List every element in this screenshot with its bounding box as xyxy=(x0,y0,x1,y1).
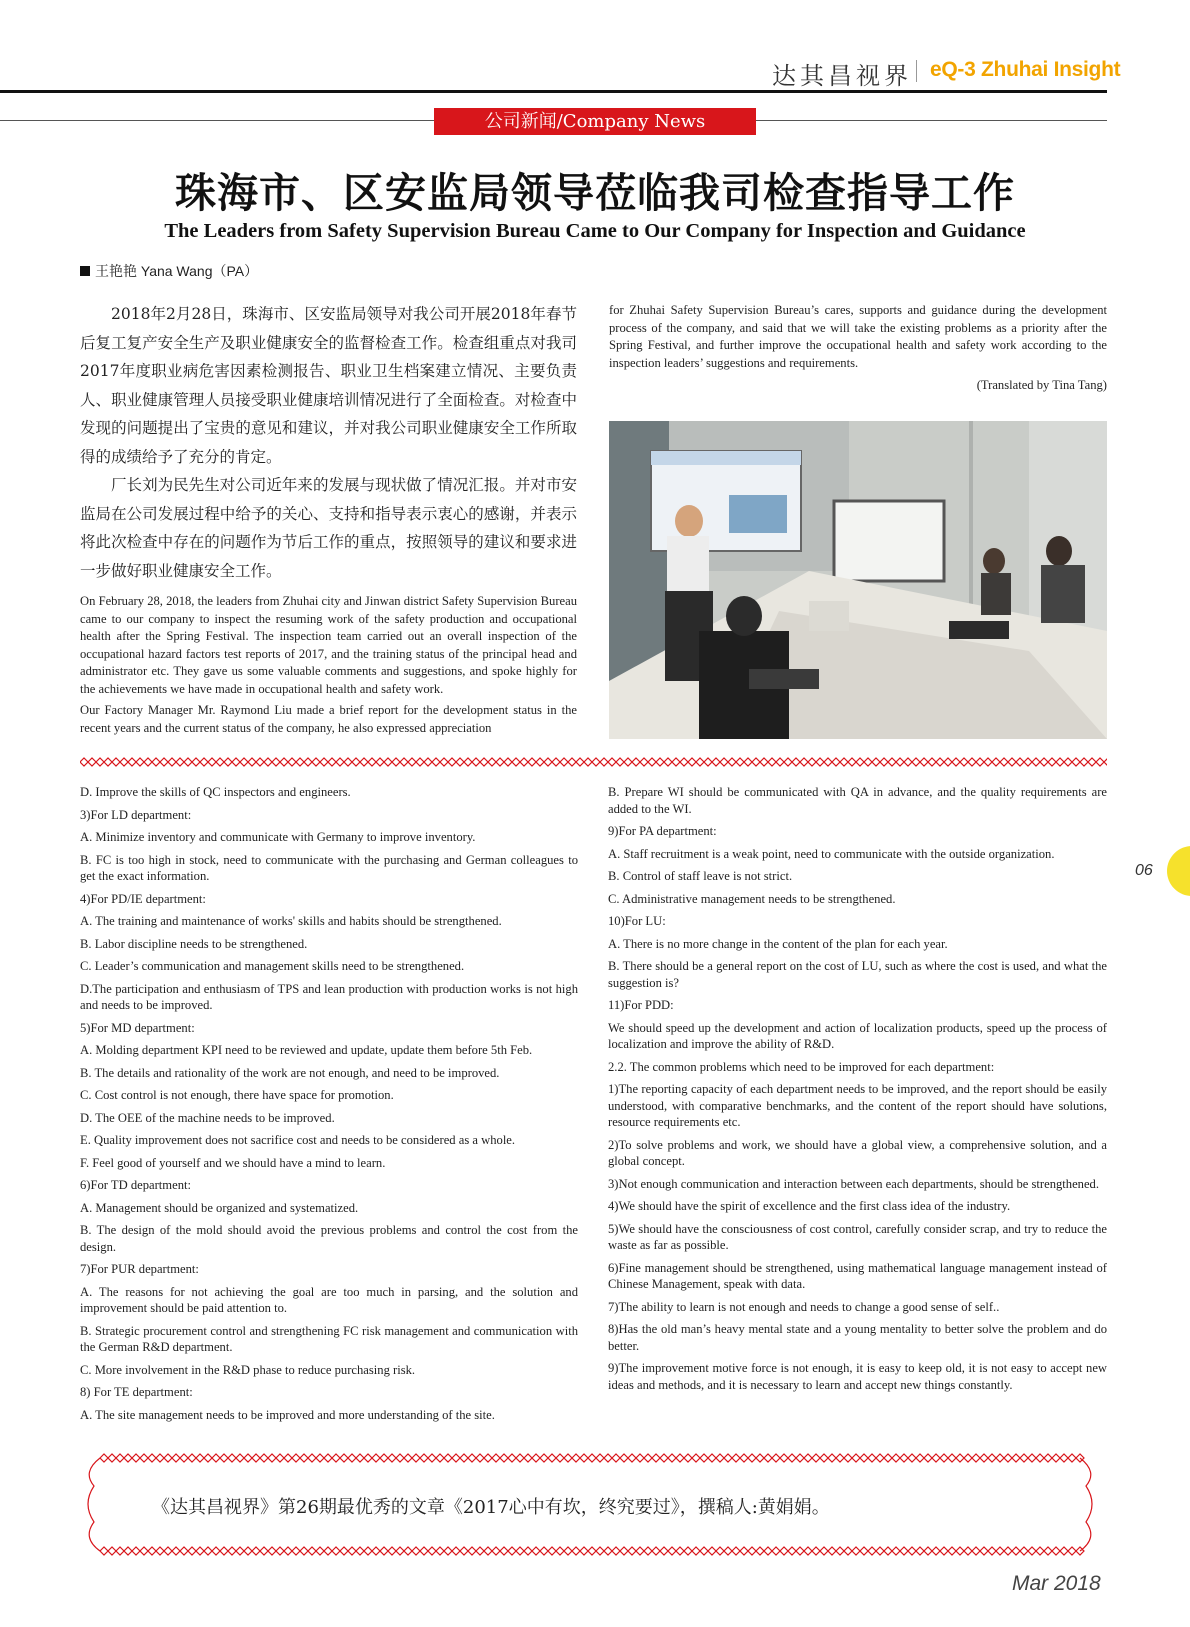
list-item: 5)For MD department: xyxy=(80,1020,195,1035)
list-item: B. The design of the mold should avoid the previous problems and control the cost from the design. xyxy=(80,1223,578,1254)
list-item: 2.2. The common problems which need to be improved for each department: xyxy=(608,1059,995,1074)
en-paragraph: for Zhuhai Safety Supervision Bureau’s cares, supports and guidance during the development process of the company, and said that we will take the existing problems as a priority after the Spring Festival, and further improve the occupational health and safety work according to the inspection leaders’ suggestions and requirements. xyxy=(609,303,1107,370)
list-item: 7)For PUR department: xyxy=(80,1262,199,1276)
list-item: 3)For LD department: xyxy=(80,807,192,822)
bullet-square-icon xyxy=(80,266,90,276)
department-list-right xyxy=(608,784,1107,1399)
section-banner: 公司新闻/Company News xyxy=(434,108,756,135)
meeting-photo xyxy=(609,421,1107,739)
best-article-note: 《达其昌视界》第26期最优秀的文章《2017心中有坎，终究要过》，撰稿人:黄娟娟。 xyxy=(152,1497,830,1518)
list-item: 2)To solve problems and work, we should have a global view, a comprehensive solution, and a global concept. xyxy=(608,1137,1107,1168)
list-item: C. Cost control is not enough, there have space for promotion. xyxy=(80,1088,394,1102)
list-item: 11)For PDD: xyxy=(608,998,674,1012)
list-item: We should speed up the development and action of localization products, speed up the process of localization and improve the ability of R&D. xyxy=(608,1020,1107,1051)
meeting-scene-illustration xyxy=(609,421,1107,739)
magazine-name-cn: 达其昌视界 xyxy=(772,62,912,90)
author-name: 王艳艳 Yana Wang（PA） xyxy=(95,263,259,279)
list-item: B. Prepare WI should be communicated with QA in advance, and the quality requirements are added to the WI. xyxy=(608,785,1107,816)
translator-credit: (Translated by Tina Tang) xyxy=(976,378,1107,392)
article-right-column xyxy=(609,302,1107,393)
list-item: 6)Fine management should be strengthened, using mathematical language management instead of Chinese Management, speak with data. xyxy=(608,1260,1107,1291)
cn-paragraph: 2018年2月28日，珠海市、区安监局领导对我公司开展2018年春节后复工复产安全生产及职业健康安全的监督检查工作。检查组重点对我司2017年度职业病危害因素检测报告、职业卫生档案建立情况、主要负责人、职业健康管理人员接受职业健康培训情况进行了全面检查。对检查中发现的问题提出了宝贵的意见和建议，并对我公司职业健康安全工作所取得的成绩给予了充分的肯定。 xyxy=(80,305,577,466)
list-item: B. Labor discipline needs to be strengthened. xyxy=(80,936,308,951)
list-item: D. Improve the skills of QC inspectors and engineers. xyxy=(80,785,351,799)
list-item: 4)For PD/IE department: xyxy=(80,891,206,906)
header-rule xyxy=(0,90,1107,93)
list-item: 5)We should have the consciousness of cost control, carefully consider scrap, and try to reduce the waste as far as possible. xyxy=(608,1221,1107,1252)
list-item: A. There is no more change in the content of the plan for each year. xyxy=(608,936,948,951)
list-item: A. The site management needs to be improved and more understanding of the site. xyxy=(80,1407,495,1422)
list-item: C. More involvement in the R&D phase to reduce purchasing risk. xyxy=(80,1362,416,1377)
list-item: E. Quality improvement does not sacrifice cost and needs to be considered as a whole. xyxy=(80,1133,516,1147)
list-item: B. Control of staff leave is not strict. xyxy=(608,869,793,883)
article-left-column xyxy=(80,300,577,741)
page-tab-marker xyxy=(1167,846,1190,896)
list-item: A. Molding department KPI need to be reviewed and update, update them before 5th Feb. xyxy=(80,1043,533,1057)
list-item: 10)For LU: xyxy=(608,914,666,928)
list-item: F. Feel good of yourself and we should have a mind to learn. xyxy=(80,1155,386,1170)
list-item: 6)For TD department: xyxy=(80,1178,191,1192)
list-item: 1)The reporting capacity of each department needs to be improved, and the report should be easily understood, with comparative benchmarks, and the content of the report should have solutions, resource requirements etc. xyxy=(608,1082,1107,1129)
article-title-en: The Leaders from Safety Supervision Bureau Came to Our Company for Inspection and Guidance xyxy=(164,220,1026,242)
header-separator xyxy=(916,60,917,82)
article-title-cn: 珠海市、区安监局领导莅临我司检查指导工作 xyxy=(175,169,1015,217)
list-item: 4)We should have the spirit of excellence and the first class idea of the industry. xyxy=(608,1199,1011,1213)
list-item: 9)The improvement motive force is not enough, it is easy to keep old, it is not easy to accept new ideas and methods, and it is necessary to learn and accept new things constantly. xyxy=(608,1361,1107,1392)
list-item: A. The training and maintenance of works' skills and habits should be strengthened. xyxy=(80,914,502,928)
en-paragraph: Our Factory Manager Mr. Raymond Liu made a brief report for the development status in the recent years and the current status of the company, he also expressed appreciation xyxy=(80,703,577,735)
list-item: A. Minimize inventory and communicate with Germany to improve inventory. xyxy=(80,830,476,844)
list-item: 3)Not enough communication and interaction between each departments, should be strengthened. xyxy=(608,1176,1100,1191)
list-item: B. There should be a general report on the cost of LU, such as where the cost is used, and what the suggestion is? xyxy=(608,959,1107,990)
list-item: 8) For TE department: xyxy=(80,1385,193,1399)
list-item: C. Leader’s communication and management skills need to be strengthened. xyxy=(80,959,465,973)
list-item: C. Administrative management needs to be strengthened. xyxy=(608,891,896,906)
list-item: B. FC is too high in stock, need to communicate with the purchasing and German colleagues to get the exact information. xyxy=(80,852,578,883)
zigzag-divider xyxy=(80,757,1107,767)
list-item: A. The reasons for not achieving the goal are too much in parsing, and the solution and improvement should be paid attention to. xyxy=(80,1284,578,1315)
issue-date: Mar 2018 xyxy=(1012,1572,1101,1595)
page-number: 06 xyxy=(1135,862,1153,879)
magazine-name-en: eQ-3 Zhuhai Insight xyxy=(930,58,1121,81)
list-item: D.The participation and enthusiasm of TPS and lean production with production works is not high and needs to be improved. xyxy=(80,981,578,1012)
list-item: 9)For PA department: xyxy=(608,824,717,838)
department-list-left xyxy=(80,784,578,1429)
list-item: B. The details and rationality of the work are not enough, and need to be improved. xyxy=(80,1065,500,1080)
en-paragraph: On February 28, 2018, the leaders from Zhuhai city and Jinwan district Safety Supervision Bureau came to our company to inspect the resuming work of the safety production and occupational health after the Spring Festival. The inspection team carried out an overall inspection of the occupational hazard factors test reports of 2017, and the training status of the principal head and administrator etc. They gave us some valuable comments and suggestions, and spoke highly for the achievements we have made in occupational health and safety work. xyxy=(80,594,577,696)
list-item: D. The OEE of the machine needs to be improved. xyxy=(80,1110,335,1125)
list-item: 8)Has the old man’s heavy mental state and a young mentality to better solve the problem and do better. xyxy=(608,1322,1107,1353)
cn-paragraph: 厂长刘为民先生对公司近年来的发展与现状做了情况汇报。并对市安监局在公司发展过程中给予的关心、支持和指导表示衷心的感谢，并表示将此次检查中存在的问题作为节后工作的重点，按照领导的建议和要求进一步做好职业健康安全工作。 xyxy=(80,476,577,580)
author-line xyxy=(80,261,258,281)
list-item: A. Management should be organized and systematized. xyxy=(80,1200,359,1215)
list-item: 7)The ability to learn is not enough and needs to change a good sense of self.. xyxy=(608,1299,1000,1314)
list-item: A. Staff recruitment is a weak point, need to communicate with the outside organization. xyxy=(608,846,1055,861)
list-item: B. Strategic procurement control and strengthening FC risk management and communication with the German R&D department. xyxy=(80,1323,578,1354)
